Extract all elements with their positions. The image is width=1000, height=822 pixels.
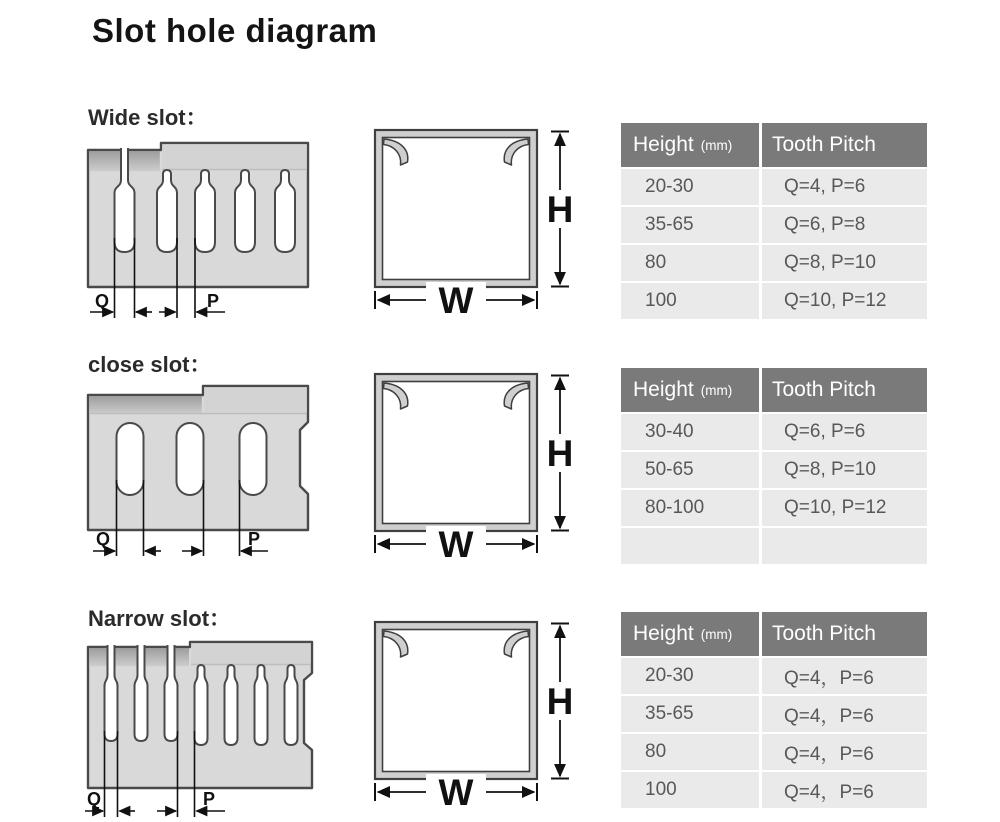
table-row bbox=[621, 528, 927, 564]
table-row bbox=[621, 207, 927, 243]
table-header-height: Height (mm) bbox=[621, 368, 762, 412]
page-title: Slot hole diagram bbox=[92, 12, 378, 49]
table-cell-pitch: Q=8, P=10 bbox=[762, 452, 927, 488]
table-cell-pitch: Q=10, P=12 bbox=[762, 490, 927, 526]
duct-cross-section bbox=[370, 612, 586, 812]
table-row bbox=[621, 772, 927, 808]
table-header-tooth-pitch: Tooth Pitch bbox=[772, 622, 876, 645]
dim-label-h: H bbox=[546, 433, 574, 474]
table-row bbox=[621, 452, 927, 488]
table-row bbox=[621, 283, 927, 319]
dim-label-w: W bbox=[438, 524, 474, 564]
table-cell-pitch: Q=8, P=10 bbox=[762, 245, 927, 281]
panel-top-band bbox=[191, 643, 311, 664]
table-header-row bbox=[621, 368, 927, 412]
table-row bbox=[621, 734, 927, 770]
open-slots bbox=[105, 645, 178, 741]
dim-label-q: Q bbox=[87, 789, 102, 809]
table-cell-pitch: Q=4，P=6 bbox=[762, 658, 927, 694]
panel-top-band bbox=[204, 387, 307, 412]
table-cell-height: 30-40 bbox=[621, 414, 762, 450]
table-row bbox=[621, 169, 927, 205]
table-row bbox=[621, 696, 927, 732]
section-label-narrow-slot: Narrow slot： bbox=[88, 606, 232, 631]
table-row bbox=[621, 490, 927, 526]
spec-table-wide bbox=[621, 123, 927, 319]
spec-table-close bbox=[621, 368, 927, 564]
table-row bbox=[621, 245, 927, 281]
dim-label-p: P bbox=[207, 291, 220, 311]
narrow-slot-drawing bbox=[85, 633, 340, 822]
dim-label-w: W bbox=[438, 280, 474, 320]
table-cell-height: 100 bbox=[621, 772, 762, 808]
table-row bbox=[621, 414, 927, 450]
table-header-row bbox=[621, 612, 927, 656]
table-header-tooth-pitch: Tooth Pitch bbox=[772, 378, 876, 401]
table-cell-height: 50-65 bbox=[621, 452, 762, 488]
table-cell-height: 20-30 bbox=[621, 169, 762, 205]
table-cell-height: 20-30 bbox=[621, 658, 762, 694]
duct-cross-section bbox=[370, 364, 586, 564]
table-header-tooth-pitch: Tooth Pitch bbox=[772, 133, 876, 156]
dim-label-p: P bbox=[203, 789, 216, 809]
dim-label-p: P bbox=[248, 529, 261, 549]
spec-table-narrow bbox=[621, 612, 927, 808]
dim-label-h: H bbox=[546, 681, 574, 722]
table-cell-height bbox=[621, 528, 762, 564]
dim-label-h: H bbox=[546, 189, 574, 230]
table-cell-height: 35-65 bbox=[621, 696, 762, 732]
table-cell-pitch: Q=4，P=6 bbox=[762, 734, 927, 770]
dim-label-w: W bbox=[438, 772, 474, 812]
close-slot-drawing bbox=[85, 380, 340, 562]
table-cell-pitch: Q=4，P=6 bbox=[762, 696, 927, 732]
tooth-shade-band bbox=[89, 396, 202, 414]
duct-cross-section bbox=[370, 120, 586, 320]
section-label-close-slot: close slot： bbox=[88, 352, 212, 377]
table-cell-height: 80-100 bbox=[621, 490, 762, 526]
table-header-height: Height (mm) bbox=[621, 123, 762, 167]
table-cell-pitch: Q=6, P=6 bbox=[762, 414, 927, 450]
table-cell-pitch: Q=4，P=6 bbox=[762, 772, 927, 808]
table-cell-height: 80 bbox=[621, 245, 762, 281]
table-cell-pitch: Q=10, P=12 bbox=[762, 283, 927, 319]
dim-label-q: Q bbox=[95, 291, 110, 311]
dim-label-q: Q bbox=[96, 529, 111, 549]
table-header-row bbox=[621, 123, 927, 167]
table-row bbox=[621, 658, 927, 694]
table-cell-height: 80 bbox=[621, 734, 762, 770]
table-header-height: Height (mm) bbox=[621, 612, 762, 656]
panel-top-band bbox=[162, 144, 307, 169]
section-label-wide-slot: Wide slot： bbox=[88, 105, 208, 130]
table-cell-pitch: Q=6, P=8 bbox=[762, 207, 927, 243]
table-cell-pitch: Q=4, P=6 bbox=[762, 169, 927, 205]
table-cell-pitch bbox=[762, 528, 927, 564]
table-cell-height: 35-65 bbox=[621, 207, 762, 243]
wide-slot-drawing bbox=[85, 140, 340, 325]
closed-slots bbox=[117, 423, 267, 495]
table-cell-height: 100 bbox=[621, 283, 762, 319]
